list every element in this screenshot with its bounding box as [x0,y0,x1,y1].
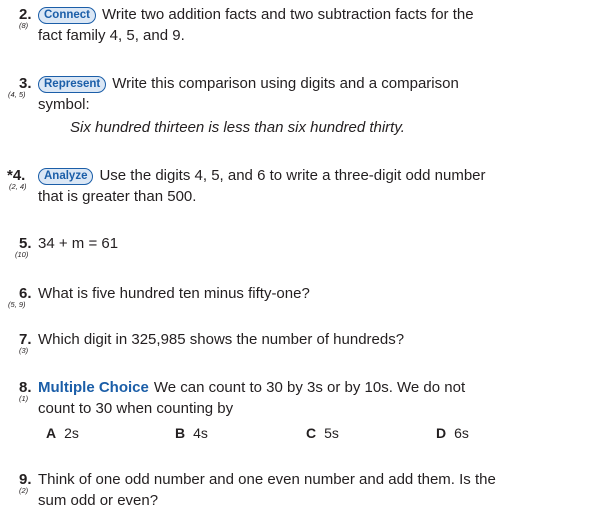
lesson-reference: (10) [15,250,29,259]
problem-number: 6. [19,285,32,302]
lesson-reference: (1) [19,394,29,403]
lesson-reference: (4, 5) [8,90,26,99]
problem-number: 7. [19,331,32,348]
choice-text: 2s [64,425,79,441]
problem-text-line-1 [38,377,465,398]
problem-text-line-2: symbol: [38,96,90,113]
star-marker: * [7,167,13,184]
equation: 34 + m = 61 [38,235,119,252]
problem-number: 9. [19,471,32,488]
represent-badge: Represent [38,76,106,93]
choice-letter: B [175,425,186,441]
problem-text: Write two addition facts and two subtraction facts for the [102,6,474,23]
choice-text: 6s [454,425,469,441]
problem-text-line-1: Which digit in 325,985 shows the number of hundreds? [38,331,405,348]
analyze-badge: Analyze [38,168,93,185]
problem-text: Use the digits 4, 5, and 6 to write a three-digit odd number [99,167,486,184]
problem-number: 3. [19,75,32,92]
problem-text: We can count to 30 by 3s or by 10s. We do not [153,379,466,396]
problem-text-line-1 [38,73,459,94]
problem-text-line-1: Think of one odd number and one even number and add them. Is the [38,471,496,488]
problem-text-line-2: fact family 4, 5, and 9. [38,27,185,44]
choice-c[interactable] [306,424,339,442]
lesson-reference: (3) [19,346,29,355]
problem-text-line-2: count to 30 when counting by [38,400,234,417]
problem-text-line-1 [38,165,486,186]
choice-text: 4s [193,425,208,441]
choice-b[interactable] [175,424,208,442]
connect-badge: Connect [38,7,96,24]
choice-d[interactable] [436,424,469,442]
problem-text: Write this comparison using digits and a comparison [112,75,459,92]
problem-text-line-2: that is greater than 500. [38,188,197,205]
choice-letter: A [46,425,57,441]
comparison-statement: Six hundred thirteen is less than six hundred thirty. [70,119,405,136]
choice-a[interactable] [46,424,79,442]
lesson-reference: (8) [19,21,29,30]
lesson-reference: (5, 9) [8,300,26,309]
problem-number: 2. [19,6,32,23]
problem-number-value: 4. [12,167,26,184]
problem-number: 8. [19,379,32,396]
lesson-reference: (2, 4) [9,182,27,191]
choice-letter: C [306,425,317,441]
lesson-reference: (2) [19,486,29,495]
problem-text-line-1: What is five hundred ten minus fifty-one? [38,285,310,302]
choice-text: 5s [324,425,339,441]
problem-text-line-2: sum odd or even? [38,492,159,509]
choice-letter: D [436,425,447,441]
multiple-choice-label: Multiple Choice [38,379,149,396]
problem-number: 5. [19,235,32,252]
problem-text-line-1 [38,4,474,25]
